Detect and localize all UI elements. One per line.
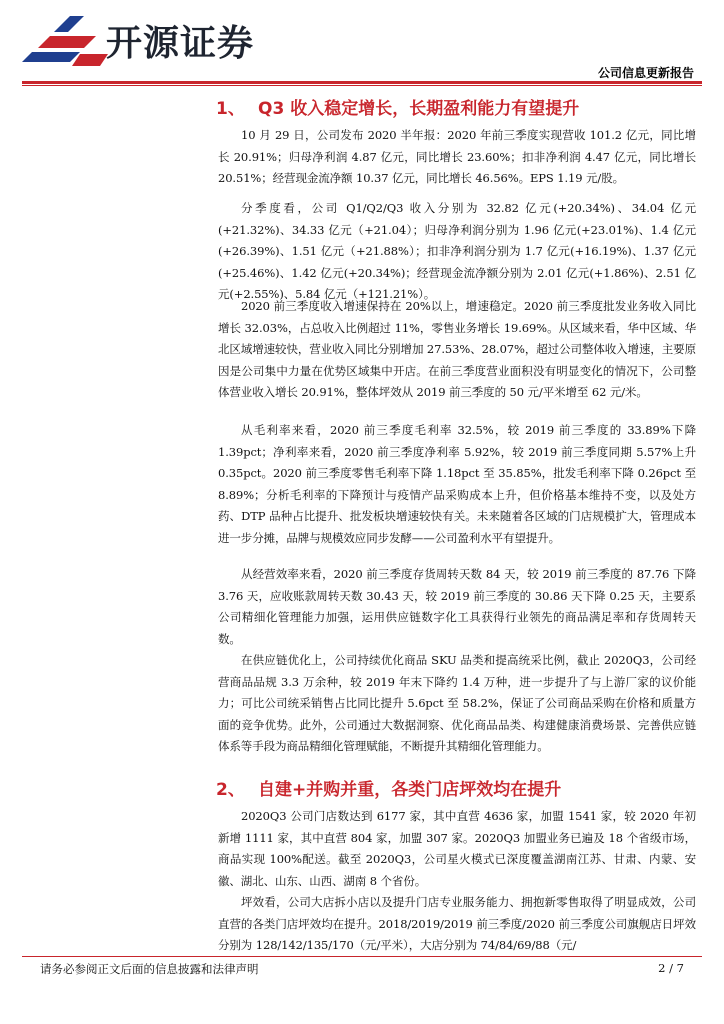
section-1-title: Q3 收入稳定增长，长期盈利能力有望提升 — [258, 99, 580, 119]
footer-disclaimer: 请务必参阅正文后面的信息披露和法律声明 — [40, 962, 259, 976]
header-divider-thick — [22, 81, 702, 84]
section-1-paragraph-6: 在供应链优化上，公司持续优化商品 SKU 品类和提高统采比例，截止 2020Q3，公司经营商品品规 3.3 万余种，较 2019 年末下降约 1.4 万种，进一步提升了与上游厂家的议价能力；可比公司统采销售占比同比提升 5.6pct 至 58.2%，保证了公司商品采购在价格和质量方面的竞争优势。此外，公司通过大数据洞察、优化商品品类、构建健康消费场景、完善供应链体系等手段为商品精细化管理赋能，不断提升其精细化管理能力。 — [218, 653, 696, 753]
section-2-title: 自建+并购并重，各类门店坪效均在提升 — [258, 780, 562, 800]
section-1-number: 1、 — [216, 99, 245, 119]
section-2-number: 2、 — [216, 780, 245, 800]
footer-divider — [22, 956, 702, 957]
section-2-paragraph-2: 坪效看，公司大店拆小店以及提升门店专业服务能力、拥抱新零售取得了明显成效，公司直营的各类门店坪效均在提升。2018/2019/2019 前三季度/2020 前三季度公司旗舰店日坪效分别为 128/142/135/170（元/平米），大店分别为 74/84/69/88（元/ — [218, 895, 696, 952]
section-1-paragraph-2: 分季度看，公司 Q1/Q2/Q3 收入分别为 32.82 亿元(+20.34%)、34.04 亿元(+21.32%)、34.33 亿元（+21.04）；归母净利润分别为 1.96 亿元(+23.01%)、1.4 亿元(+26.39%)、1.51 亿元（+21.88%）；扣非净利润分别为 1.7 亿元(+16.19%)、1.37 亿元(+25.46%)、1.42 亿元(+20.34%)；经营现金流净额分别为 2.01 亿元(+1.86%)、2.51 亿元(+2.55%)、5.84 亿元（+121.21%）。 — [218, 201, 696, 301]
section-1-heading — [216, 98, 696, 120]
report-type-label: 公司信息更新报告 — [597, 66, 694, 80]
section-1-paragraph-5: 从经营效率来看，2020 前三季度存货周转天数 84 天，较 2019 前三季度的 87.76 下降 3.76 天，应收账款周转天数 30.43 天，较 2019 前三季度的 30.86 天下降 0.25 天，主要系公司精细化管理能力加强，运用供应链数字化工具获得行业领先的商品满足率和存货周转天数。 — [218, 567, 696, 646]
page-number: 2 / 7 — [658, 961, 684, 975]
section-1-paragraph-1: 10 月 29 日，公司发布 2020 半年报：2020 年前三季度实现营收 101.2 亿元，同比增长 20.91%；归母净利润 4.87 亿元，同比增长 23.60%；扣非净利润 4.47 亿元，同比增长 20.51%；经营现金流净额 10.37 亿元，同比增长 46.56%。EPS 1.19 元/股。 — [218, 128, 696, 185]
brand-name: 开源证券 — [106, 23, 255, 64]
section-2-heading — [216, 779, 696, 801]
company-logo — [20, 14, 260, 70]
section-1-paragraph-4: 从毛利率来看，2020 前三季度毛利率 32.5%，较 2019 前三季度的 33.89%下降 1.39pct；净利率来看，2020 前三季度净利率 5.92%，较 2019 前三季度同期 5.57%上升 0.35pct。2020 前三季度零售毛利率下降 1.18pct 至 35.85%，批发毛利率下降 0.26pct 至 8.89%；分析毛利率的下降预计与疫情产品采购成本上升，但价格基本维持不变，以及处方药、DTP 品种占比提升、批发板块增速较快有关。未来随着各区域的门店规模扩大，管理成本进一步分摊，品牌与规模效应同步发酵——公司盈利水平有望提升。 — [218, 423, 696, 545]
header-divider-thin — [22, 85, 702, 86]
section-2-paragraph-1: 2020Q3 公司门店数达到 6177 家，其中直营 4636 家，加盟 1541 家，较 2020 年初新增 1111 家，其中直营 804 家，加盟 307 家。2020Q3 加盟业务已遍及 18 个省级市场，商品实现 100%配送。截至 2020Q3，公司星火模式已深度覆盖湖南江苏、甘肃、内蒙、安徽、湖北、山东、山西、湖南 8 个省份。 — [218, 809, 696, 888]
brand-mark-icon — [20, 14, 120, 70]
section-1-paragraph-3: 2020 前三季度收入增速保持在 20%以上，增速稳定。2020 前三季度批发业务收入同比增长 32.03%，占总收入比例超过 11%，零售业务增长 19.69%。从区域来看，华中区域、华北区域增速较快，营业收入同比分别增加 27.53%、28.07%，超过公司整体收入增速，主要原因是公司集中力量在优势区域集中开店。在前三季度营业面积没有明显变化的情况下，公司整体营业收入增长 20.91%，整体坪效从 2019 前三季度的 50 元/平米增至 62 元/米。 — [218, 299, 696, 399]
